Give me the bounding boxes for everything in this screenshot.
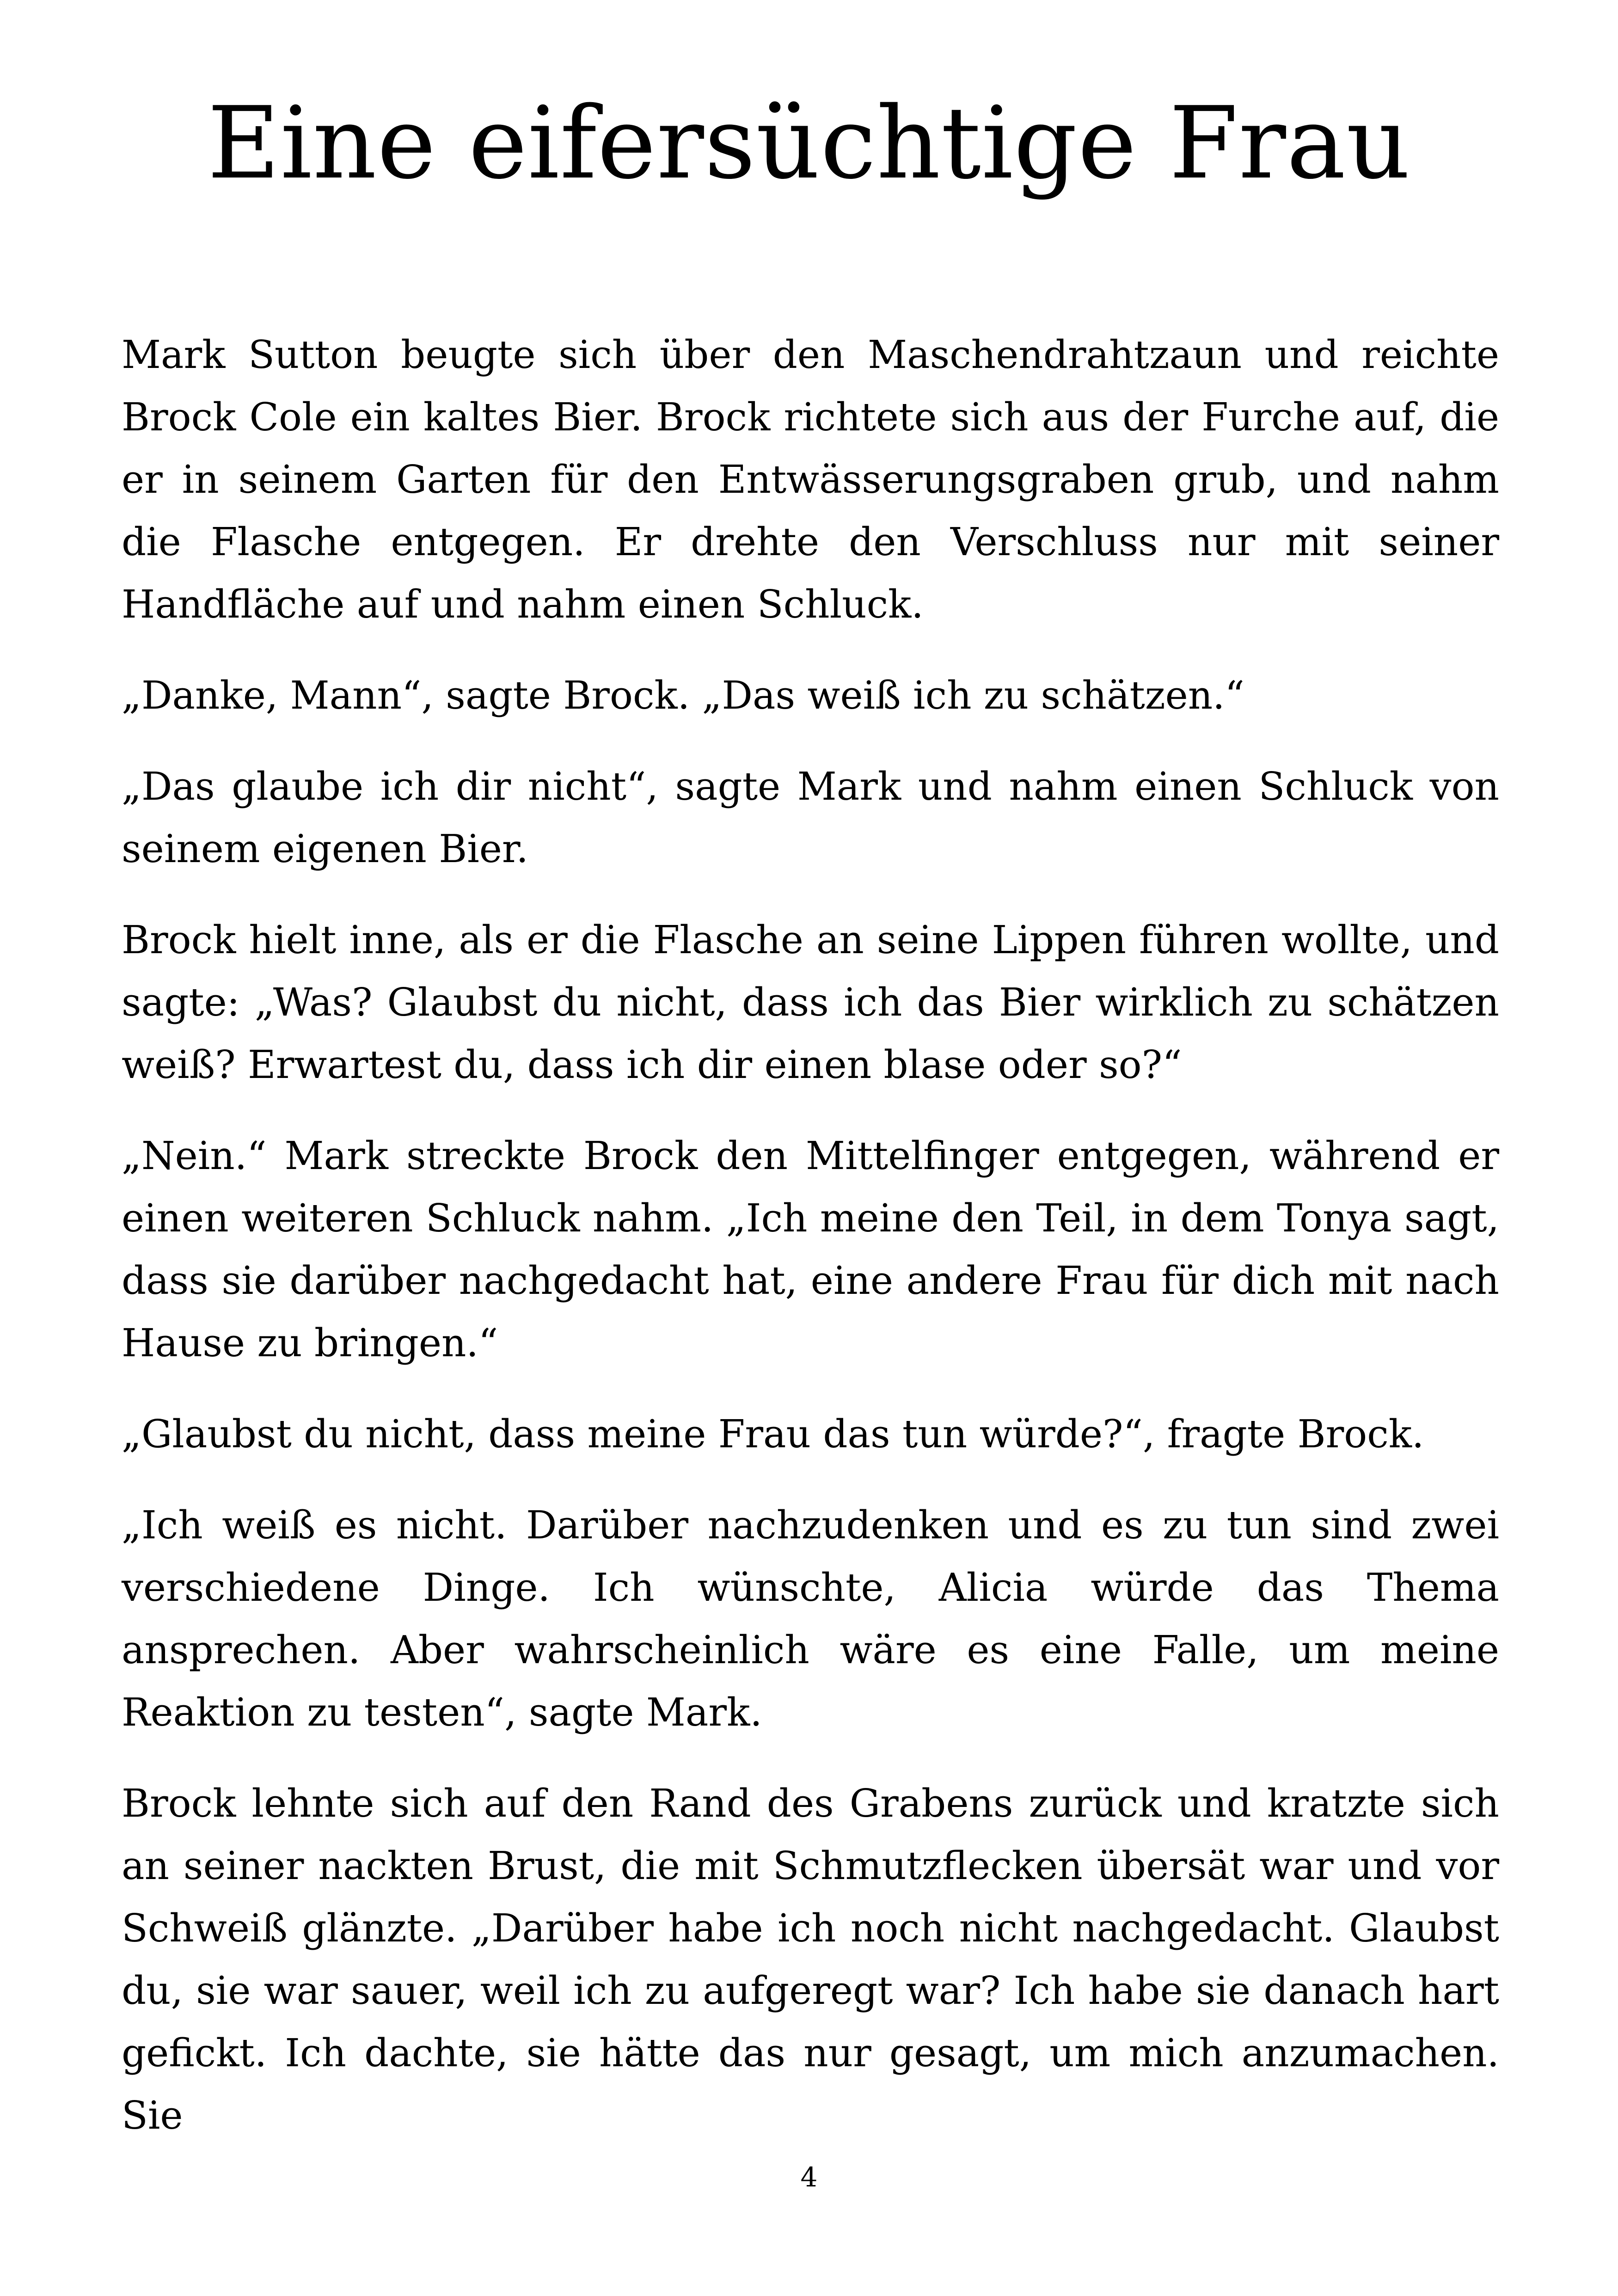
paragraph: „Danke, Mann“, sagte Brock. „Das weiß ich zu schätzen.“ [122,673,1244,718]
paragraph: Mark Sutton beugte sich über den Maschendrahtzaun und reichte Brock Cole ein kaltes Bier. Brock richtete sich aus der Furche auf, die er in seinem Garten für den Entwässerungsgraben grub, und nahm die Flasche entgegen. Er drehte den Verschluss nur mit seiner Handfläche auf und nahm einen Schluck. [122,332,1499,627]
paragraph: Brock hielt inne, als er die Flasche an seine Lippen führen wollte, und sagte: „Was? Glaubst du nicht, dass ich das Bier wirklich zu schätzen weiß? Erwartest du, dass ich dir einen blase oder so?“ [122,918,1499,1087]
page-number: 4 [800,2161,818,2193]
paragraph: „Ich weiß es nicht. Darüber nachzudenken und es zu tun sind zwei verschiedene Dinge. Ich wünschte, Alicia würde das Thema ansprechen. Aber wahrscheinlich wäre es eine Falle, um meine Reaktion zu testen“, sagte Mark. [122,1503,1499,1735]
paragraph: Brock lehnte sich auf den Rand des Grabens zurück und kratzte sich an seiner nackten Brust, die mit Schmutzflecken übersät war und vor Schweiß glänzte. „Darüber habe ich noch nicht nachgedacht. Glaubst du, sie war sauer, weil ich zu aufgeregt war? Ich habe sie danach hart gefickt. Ich dachte, sie hätte das nur gesagt, um mich anzumachen. Sie [122,1781,1499,2138]
body-text [122,324,1499,2175]
paragraph: „Nein.“ Mark streckte Brock den Mittelfinger entgegen, während er einen weiteren Schluck nahm. „Ich meine den Teil, in dem Tonya sagt, dass sie darüber nachgedacht hat, eine andere Frau für dich mit nach Hause zu bringen.“ [122,1133,1499,1365]
paragraph: „Glaubst du nicht, dass meine Frau das tun würde?“, fragte Brock. [122,1412,1424,1457]
page-title: Eine eifersüchtige Frau [207,85,1411,201]
paragraph: „Das glaube ich dir nicht“, sagte Mark und nahm einen Schluck von seinem eigenen Bier. [122,764,1499,871]
